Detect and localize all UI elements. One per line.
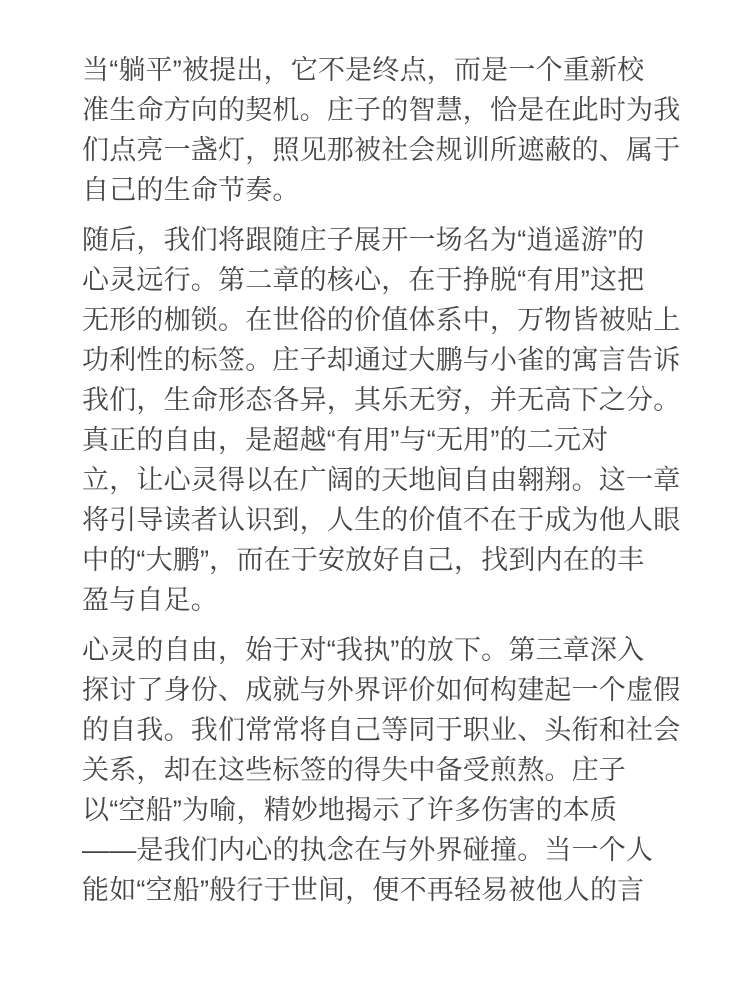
text-line: 心灵远行。第二章的核心，在于挣脱“有用”这把 bbox=[82, 265, 645, 295]
text-line: 自己的生命节奏。 bbox=[82, 175, 300, 205]
text-line: 们点亮一盏灯，照见那被社会规训所遮蔽的、属于 bbox=[82, 135, 681, 165]
text-line: 的自我。我们常常将自己等同于职业、头衔和社会 bbox=[82, 715, 681, 745]
text-line: 中的“大鹏”，而在于安放好自己，找到内在的丰 bbox=[82, 545, 645, 575]
text-line: 将引导读者认识到，人生的价值不在于成为他人眼 bbox=[82, 505, 681, 535]
paragraph bbox=[82, 220, 681, 620]
text-line: 探讨了身份、成就与外界评价如何构建起一个虚假 bbox=[82, 675, 681, 705]
text-line: 随后，我们将跟随庄子展开一场名为“逍遥游”的 bbox=[82, 225, 645, 255]
text-line: ——是我们内心的执念在与外界碰撞。当一个人 bbox=[82, 835, 654, 865]
text-line: 我们，生命形态各异，其乐无穷，并无高下之分。 bbox=[82, 385, 681, 415]
paragraph bbox=[82, 50, 681, 210]
text-line: 无形的枷锁。在世俗的价值体系中，万物皆被贴上 bbox=[82, 305, 681, 335]
text-line: 真正的自由，是超越“有用”与“无用”的二元对 bbox=[82, 425, 609, 455]
text-line: 能如“空船”般行于世间，便不再轻易被他人的言 bbox=[82, 875, 645, 905]
text-line: 当“躺平”被提出，它不是终点，而是一个重新校 bbox=[82, 55, 645, 85]
text-line: 立，让心灵得以在广阔的天地间自由翱翔。这一章 bbox=[82, 465, 681, 495]
paragraph bbox=[82, 630, 681, 910]
text-line: 盈与自足。 bbox=[82, 585, 218, 615]
text-line: 准生命方向的契机。庄子的智慧，恰是在此时为我 bbox=[82, 95, 681, 125]
text-line: 心灵的自由，始于对“我执”的放下。第三章深入 bbox=[82, 635, 645, 665]
text-line: 关系，却在这些标签的得失中备受煎熬。庄子 bbox=[82, 755, 626, 785]
text-line: 功利性的标签。庄子却通过大鹏与小雀的寓言告诉 bbox=[82, 345, 681, 375]
text-line: 以“空船”为喻，精妙地揭示了许多伤害的本质 bbox=[82, 795, 618, 825]
